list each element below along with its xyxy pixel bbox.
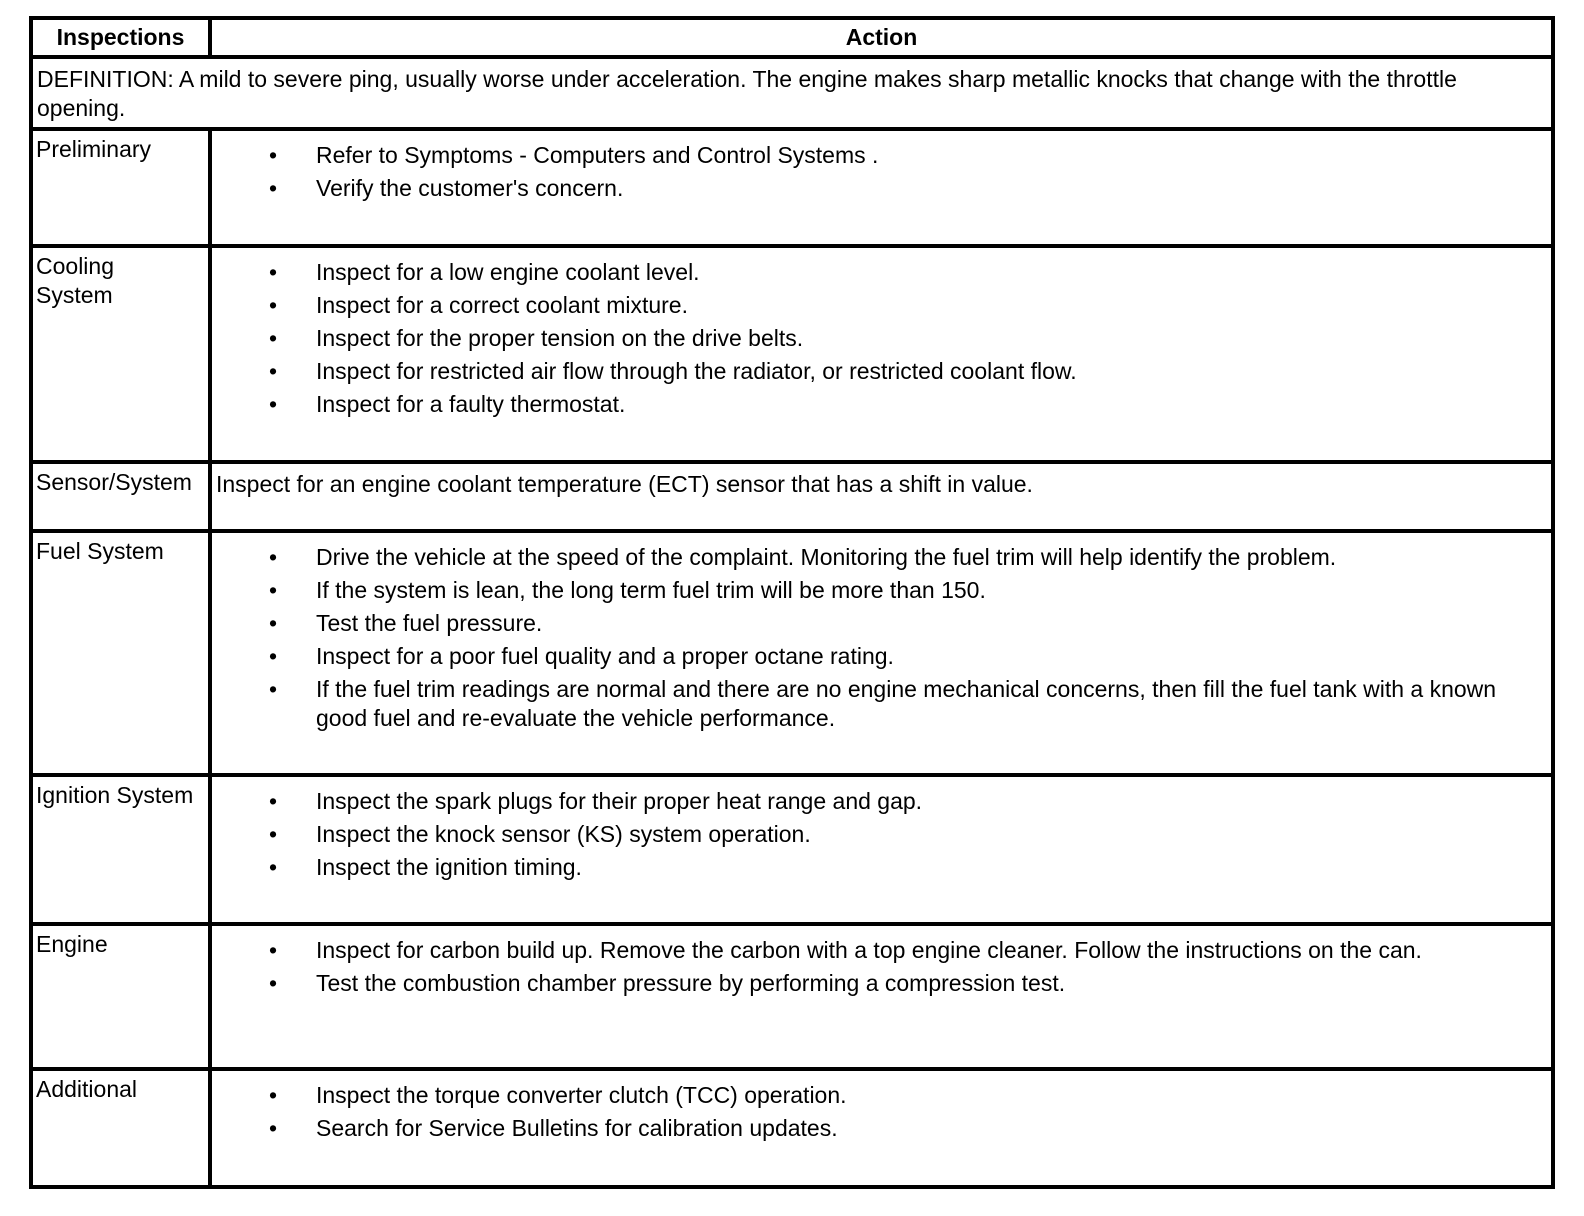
- action-list: [212, 787, 1541, 882]
- bullet-icon: •: [268, 676, 278, 702]
- bullet-icon: •: [268, 1115, 278, 1141]
- list-item: [212, 787, 1541, 816]
- action-text: Drive the vehicle at the speed of the complaint. Monitoring the fuel trim will help identify the problem.: [316, 544, 1337, 570]
- action-cell: [210, 924, 1553, 1069]
- action-text: Inspect for a correct coolant mixture.: [316, 292, 688, 318]
- action-text: Inspect for a faulty thermostat.: [316, 391, 626, 417]
- table-row: [31, 924, 1553, 1069]
- action-text: If the fuel trim readings are normal and there are no engine mechanical concerns, then fill the fuel tank with a known good fuel and re-evaluate the vehicle performance.: [316, 676, 1497, 731]
- bullet-icon: •: [268, 821, 278, 847]
- definition-row: [31, 57, 1553, 129]
- bullet-icon: •: [268, 1082, 278, 1108]
- inspection-label: [31, 246, 210, 462]
- inspection-label: Sensor/System: [31, 462, 210, 531]
- action-text: Inspect for a poor fuel quality and a proper octane rating.: [316, 643, 894, 669]
- definition-text: DEFINITION: A mild to severe ping, usually worse under acceleration. The engine makes sharp metallic knocks that change with the throttle opening.: [31, 57, 1553, 129]
- action-text: Inspect the torque converter clutch (TCC) operation.: [316, 1082, 847, 1108]
- list-item: [212, 291, 1541, 320]
- list-item: [212, 1081, 1541, 1110]
- action-text: Inspect for an engine coolant temperature (ECT) sensor that has a shift in value.: [210, 462, 1553, 531]
- action-text: Inspect the knock sensor (KS) system operation.: [316, 821, 811, 847]
- action-text: Inspect the ignition timing.: [316, 854, 582, 880]
- bullet-icon: •: [268, 788, 278, 814]
- action-cell: [210, 246, 1553, 462]
- action-cell: [210, 1069, 1553, 1187]
- action-list: [212, 543, 1541, 733]
- inspection-label: Additional: [31, 1069, 210, 1187]
- bullet-icon: •: [268, 292, 278, 318]
- inspection-label-text: Cooling System: [36, 253, 114, 308]
- list-item: [212, 141, 1541, 170]
- list-item: [212, 642, 1541, 671]
- action-text: Verify the customer's concern.: [316, 175, 624, 201]
- list-item: [212, 390, 1541, 419]
- bullet-icon: •: [268, 643, 278, 669]
- action-cell: [210, 129, 1553, 246]
- action-text: Inspect for restricted air flow through the radiator, or restricted coolant flow.: [316, 358, 1077, 384]
- action-text: If the system is lean, the long term fuel trim will be more than 150.: [316, 577, 986, 603]
- bullet-icon: •: [268, 259, 278, 285]
- list-item: [212, 1114, 1541, 1143]
- bullet-icon: •: [268, 391, 278, 417]
- bullet-icon: •: [268, 854, 278, 880]
- bullet-icon: •: [268, 358, 278, 384]
- action-text: Inspect for the proper tension on the drive belts.: [316, 325, 804, 351]
- action-text: Test the fuel pressure.: [316, 610, 543, 636]
- table-row: [31, 246, 1553, 462]
- action-text: Inspect the spark plugs for their proper heat range and gap.: [316, 788, 923, 814]
- list-item: [212, 853, 1541, 882]
- header-row: [31, 18, 1553, 57]
- action-text: Inspect for carbon build up. Remove the carbon with a top engine cleaner. Follow the instructions on the can.: [316, 937, 1422, 963]
- action-text: Search for Service Bulletins for calibration updates.: [316, 1115, 838, 1141]
- bullet-icon: •: [268, 175, 278, 201]
- list-item: [212, 174, 1541, 203]
- list-item: [212, 936, 1541, 965]
- table-row: [31, 1069, 1553, 1187]
- inspection-label: Engine: [31, 924, 210, 1069]
- bullet-icon: •: [268, 544, 278, 570]
- action-list: [212, 141, 1541, 203]
- action-text: Test the combustion chamber pressure by performing a compression test.: [316, 970, 1066, 996]
- inspection-table: [29, 16, 1555, 1189]
- action-text: Refer to Symptoms - Computers and Control Systems .: [316, 142, 879, 168]
- table-row: [31, 775, 1553, 924]
- action-list: [212, 1081, 1541, 1143]
- list-item: [212, 820, 1541, 849]
- bullet-icon: •: [268, 610, 278, 636]
- action-cell: [210, 531, 1553, 775]
- list-item: [212, 609, 1541, 638]
- bullet-icon: •: [268, 325, 278, 351]
- list-item: [212, 543, 1541, 572]
- inspection-label: Preliminary: [31, 129, 210, 246]
- action-text: Inspect for a low engine coolant level.: [316, 259, 700, 285]
- list-item: [212, 675, 1541, 733]
- bullet-icon: •: [268, 577, 278, 603]
- bullet-icon: •: [268, 937, 278, 963]
- inspection-label: Ignition System: [31, 775, 210, 924]
- inspections-header: Inspections: [31, 18, 210, 57]
- inspection-label: Fuel System: [31, 531, 210, 775]
- list-item: [212, 357, 1541, 386]
- table-row: [31, 462, 1553, 531]
- list-item: [212, 969, 1541, 998]
- table-row: [31, 531, 1553, 775]
- list-item: [212, 258, 1541, 287]
- table-row: [31, 129, 1553, 246]
- bullet-icon: •: [268, 970, 278, 996]
- list-item: [212, 324, 1541, 353]
- action-list: [212, 936, 1541, 998]
- list-item: [212, 576, 1541, 605]
- action-cell: [210, 775, 1553, 924]
- action-header: Action: [210, 18, 1553, 57]
- bullet-icon: •: [268, 142, 278, 168]
- action-list: [212, 258, 1541, 419]
